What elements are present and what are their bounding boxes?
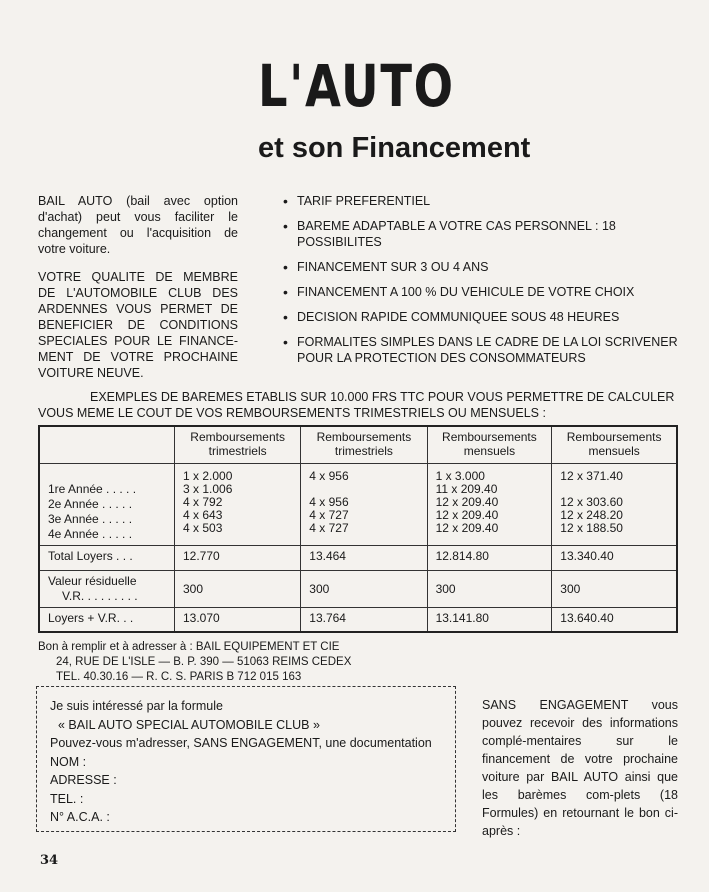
benefit-item: • FINANCEMENT A 100 % DU VEHICULE DE VOTRE CHOIX bbox=[283, 284, 683, 300]
schedule-cell bbox=[427, 464, 552, 546]
mailing-address bbox=[38, 640, 351, 685]
schedule-line: 4 x 956 bbox=[309, 469, 349, 483]
repayment-table bbox=[38, 425, 678, 633]
schedule-line: 12 x 209.40 bbox=[435, 521, 499, 535]
benefit-item: • TARIF PREFERENTIEL bbox=[283, 193, 683, 209]
page-title: L'AUTO bbox=[258, 52, 455, 120]
address-line: Bon à remplir et à adresser à : BAIL EQUIPEMENT ET CIE bbox=[38, 641, 340, 653]
row-label bbox=[39, 571, 175, 608]
schedule-line: 4 x 956 bbox=[309, 495, 349, 509]
side-note: SANS ENGAGEMENT vous pouvez recevoir des informations complé-mentaires sur le financement de votre prochaine voiture par BAIL AUTO ainsi que les barèmes com-plets (18 Formules) en retournant le bon ci-après : bbox=[482, 698, 678, 838]
table-row bbox=[39, 608, 677, 633]
coupon-name-field[interactable]: NOM : bbox=[50, 754, 87, 769]
cell-value: 300 bbox=[309, 582, 330, 596]
order-coupon bbox=[50, 697, 432, 827]
schedule-line: 12 x 209.40 bbox=[435, 495, 499, 509]
schedule-cell bbox=[301, 464, 427, 546]
year-label: 4e Année . . . . . bbox=[48, 527, 133, 541]
row-label-line: V.R. . . . . . . . . bbox=[62, 589, 138, 603]
year-label: 1re Année . . . . . bbox=[48, 482, 137, 496]
coupon-aca-number-field[interactable]: N° A.C.A. : bbox=[50, 810, 110, 824]
coupon-line: « BAIL AUTO SPECIAL AUTOMOBILE CLUB » bbox=[58, 717, 320, 732]
row-label-line: Valeur résiduelle bbox=[48, 574, 137, 588]
table-cell: 13.764 bbox=[301, 608, 427, 633]
schedule-line: 12 x 248.20 bbox=[560, 508, 623, 522]
examples-intro bbox=[38, 389, 683, 421]
cell-value: 300 bbox=[183, 582, 204, 596]
table-cell: 13.340.40 bbox=[552, 546, 677, 571]
table-cell: 12.770 bbox=[175, 546, 301, 571]
cell-value: 300 bbox=[435, 582, 456, 596]
page-subtitle: et son Financement bbox=[258, 132, 531, 164]
schedule-line: 12 x 303.60 bbox=[560, 495, 623, 509]
page-number: 34 bbox=[40, 853, 59, 868]
schedule-line: 4 x 643 bbox=[183, 508, 223, 522]
row-label: Loyers + V.R. . . bbox=[39, 608, 175, 633]
schedule-line: 11 x 209.40 bbox=[435, 482, 498, 496]
intro-paragraph: BAIL AUTO (bail avec option d'achat) peut vous faciliter le changement ou l'acquisition de votre voiture. bbox=[38, 194, 238, 256]
schedule-line: 12 x 371.40 bbox=[560, 469, 623, 483]
examples-line: EXEMPLES DE BAREMES ETABLIS SUR 10.000 FRS TTC POUR VOUS PERMETTRE DE CALCULER bbox=[90, 390, 675, 404]
row-label: Total Loyers . . . bbox=[39, 546, 175, 571]
table-cell: 13.141.80 bbox=[427, 608, 552, 633]
address-line: 24, RUE DE L'ISLE — B. P. 390 — 51063 REIMS CEDEX bbox=[56, 656, 352, 668]
table-header-row bbox=[39, 426, 677, 464]
schedule-line: 12 x 209.40 bbox=[435, 508, 499, 522]
schedule-line: 4 x 727 bbox=[309, 508, 349, 522]
coupon-address-field[interactable]: ADRESSE : bbox=[50, 773, 117, 787]
column-header: Remboursements mensuels bbox=[427, 426, 552, 464]
year-label: 3e Année . . . . . bbox=[48, 512, 133, 526]
schedule-line: 1 x 3.000 bbox=[435, 469, 485, 483]
benefit-item: • FINANCEMENT SUR 3 OU 4 ANS bbox=[283, 259, 683, 275]
benefit-item: • BAREME ADAPTABLE A VOTRE CAS PERSONNEL : 18 POSSIBILITES bbox=[283, 218, 683, 250]
schedule-line: 4 x 503 bbox=[183, 521, 223, 535]
examples-line: VOUS MEME LE COUT DE VOS REMBOURSEMENTS TRIMESTRIELS OU MENSUELS : bbox=[38, 406, 546, 420]
table-cell: 13.640.40 bbox=[552, 608, 677, 633]
schedule-line: 12 x 188.50 bbox=[560, 521, 623, 535]
coupon-line: Je suis intéressé par la formule bbox=[50, 699, 223, 713]
coupon-line: Pouvez-vous m'adresser, SANS ENGAGEMENT, une documentation bbox=[50, 736, 432, 750]
coupon-tel-field[interactable]: TEL. : bbox=[50, 791, 84, 806]
column-header: Remboursements trimestriels bbox=[175, 426, 301, 464]
table-cell bbox=[175, 571, 301, 608]
address-line: TEL. 40.30.16 — R. C. S. PARIS B 712 015 163 bbox=[56, 671, 302, 683]
column-header: Remboursements mensuels bbox=[552, 426, 677, 464]
intro-text bbox=[38, 193, 238, 393]
table-corner bbox=[39, 426, 175, 464]
column-header: Remboursements trimestriels bbox=[301, 426, 427, 464]
schedule-cell bbox=[552, 464, 677, 546]
schedule-line: 4 x 792 bbox=[183, 495, 223, 509]
intro-paragraph: VOTRE QUALITE DE MEMBRE DE L'AUTOMOBILE CLUB DES ARDENNES VOUS PERMET DE BENEFICIER DE CONDITIONS SPECIALES POUR LE FINANCE-MENT DE VOTRE PROCHAINE VOITURE NEUVE. bbox=[38, 270, 238, 380]
table-cell bbox=[427, 571, 552, 608]
table-row bbox=[39, 571, 677, 608]
year-label: 2e Année . . . . . bbox=[48, 497, 133, 511]
table-row bbox=[39, 464, 677, 546]
benefits-list bbox=[283, 193, 683, 375]
table-row bbox=[39, 546, 677, 571]
table-cell bbox=[552, 571, 677, 608]
benefit-item: • FORMALITES SIMPLES DANS LE CADRE DE LA LOI SCRIVENER POUR LA PROTECTION DES CONSOMMATEURS bbox=[283, 334, 683, 366]
benefit-item: • DECISION RAPIDE COMMUNIQUEE SOUS 48 HEURES bbox=[283, 309, 683, 325]
schedule-cell bbox=[175, 464, 301, 546]
schedule-line: 1 x 2.000 bbox=[183, 469, 233, 483]
table-cell: 13.070 bbox=[175, 608, 301, 633]
table-cell: 13.464 bbox=[301, 546, 427, 571]
schedule-line: 3 x 1.006 bbox=[183, 482, 233, 496]
year-labels bbox=[39, 464, 175, 546]
table-cell: 12.814.80 bbox=[427, 546, 552, 571]
table-cell bbox=[301, 571, 427, 608]
cell-value: 300 bbox=[560, 582, 581, 596]
schedule-line: 4 x 727 bbox=[309, 521, 349, 535]
